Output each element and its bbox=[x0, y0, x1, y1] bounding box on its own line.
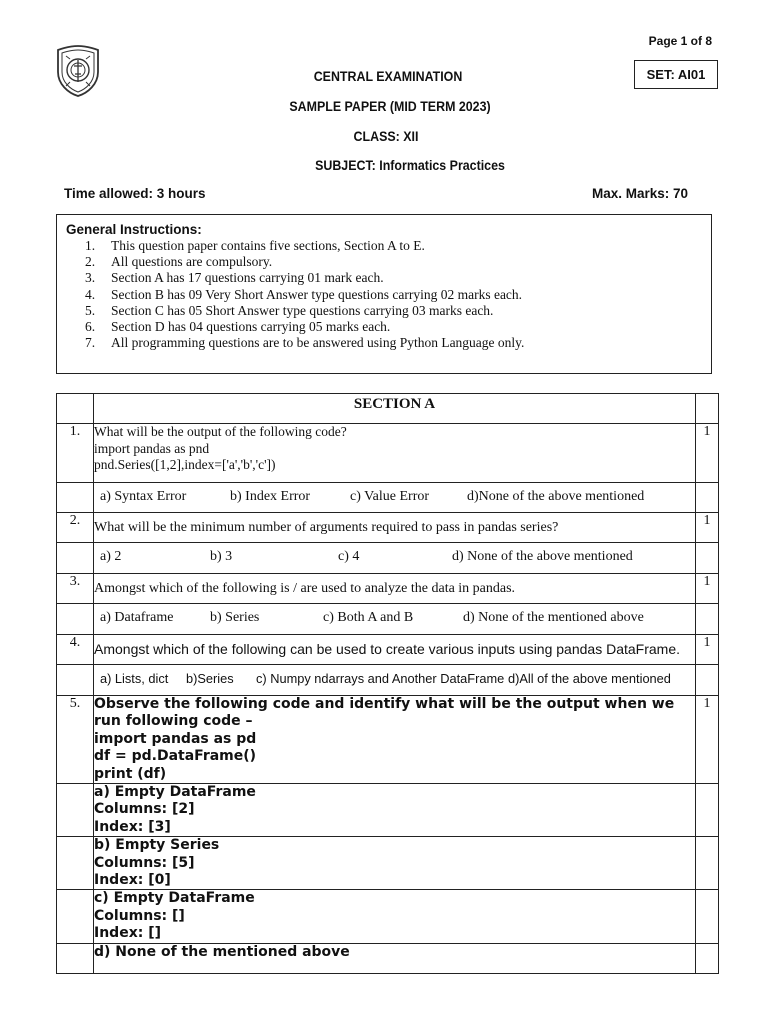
instruction-item: 2. All questions are compulsory. bbox=[85, 254, 273, 270]
options bbox=[94, 543, 695, 565]
subject-label: SUBJECT: Informatics Practices bbox=[315, 158, 505, 173]
options-row-4 bbox=[57, 665, 719, 696]
question-mark: 1 bbox=[696, 696, 719, 784]
instruction-item: 3. Section A has 17 questions carrying 01 mark each. bbox=[85, 270, 384, 286]
instruction-item: 1. This question paper contains five sections, Section A to E. bbox=[85, 238, 425, 253]
instructions-list bbox=[85, 238, 524, 351]
section-title: SECTION A bbox=[94, 394, 696, 424]
option-b: b) 3 bbox=[210, 549, 233, 564]
question-mark: 1 bbox=[696, 513, 719, 543]
option-b: b)Series bbox=[186, 671, 234, 686]
option-c: c) Numpy ndarrays and Another DataFrame bbox=[256, 671, 505, 686]
instruction-item: 7. All programming questions are to be answered using Python Language only. bbox=[85, 335, 525, 351]
question-text: Amongst which of the following can be used to create various inputs using pandas DataFrame. bbox=[94, 635, 696, 665]
option-d: d)All of the above mentioned bbox=[508, 671, 671, 686]
option-a: a) 2 bbox=[100, 549, 122, 564]
question-row-2 bbox=[57, 513, 719, 543]
option-d: d) None of the mentioned above bbox=[463, 610, 644, 625]
question-text: What will be the output of the following code? import pandas as pnd pnd.Series([1,2],index=['a','b','c']) bbox=[94, 424, 696, 483]
option-b: b) Index Error bbox=[230, 489, 311, 504]
paper-title: SAMPLE PAPER (MID TERM 2023) bbox=[289, 99, 491, 114]
question-mark: 1 bbox=[696, 424, 719, 483]
question-text: Observe the following code and identify what will be the output when we run following code – import pandas as pd df = pd.DataFrame() print (df) bbox=[94, 696, 696, 784]
question-text: Amongst which of the following is / are used to analyze the data in pandas. bbox=[94, 574, 696, 604]
instructions-heading: General Instructions: bbox=[66, 222, 202, 237]
answer-option-d: d) None of the mentioned above bbox=[94, 943, 696, 973]
time-allowed: Time allowed: 3 hours bbox=[64, 186, 206, 201]
option-c: c) Value Error bbox=[350, 489, 430, 504]
option-a: a) Syntax Error bbox=[100, 489, 187, 504]
options bbox=[94, 483, 695, 505]
option-a: a) Dataframe bbox=[100, 610, 174, 625]
question-number: 3. bbox=[57, 574, 94, 604]
question-number: 1. bbox=[57, 424, 94, 483]
instruction-item: 6. Section D has 04 questions carrying 05 marks each. bbox=[85, 319, 391, 335]
page-number: Page 1 of 8 bbox=[648, 34, 712, 48]
options-row-2 bbox=[57, 543, 719, 574]
options-row-3 bbox=[57, 604, 719, 635]
option-c: c) 4 bbox=[338, 549, 360, 564]
question-number: 5. bbox=[57, 696, 94, 784]
answer-option-b: b) Empty Series Columns: [5] Index: [0] bbox=[94, 837, 696, 890]
question-row-5 bbox=[57, 696, 719, 784]
option-d: d)None of the above mentioned bbox=[467, 489, 645, 504]
option-d: d) None of the above mentioned bbox=[452, 549, 633, 564]
question-row-4 bbox=[57, 635, 719, 665]
options bbox=[94, 604, 695, 626]
section-a-table bbox=[56, 393, 719, 974]
options bbox=[94, 665, 695, 687]
general-instructions-box bbox=[56, 214, 712, 374]
max-marks: Max. Marks: 70 bbox=[592, 186, 689, 201]
question-number: 4. bbox=[57, 635, 94, 665]
answer-option-a: a) Empty DataFrame Columns: [2] Index: [3] bbox=[94, 784, 696, 837]
option-a: a) Lists, dict bbox=[100, 671, 169, 686]
instruction-item: 5. Section C has 05 Short Answer type questions carrying 03 marks each. bbox=[85, 302, 494, 318]
answer-row-b bbox=[57, 837, 719, 890]
answer-option-c: c) Empty DataFrame Columns: [] Index: [] bbox=[94, 890, 696, 943]
question-mark: 1 bbox=[696, 635, 719, 665]
question-mark: 1 bbox=[696, 574, 719, 604]
question-row-1 bbox=[57, 424, 719, 483]
set-code: SET: AI01 bbox=[634, 60, 718, 89]
section-header-row bbox=[57, 394, 719, 424]
instruction-item: 4. Section B has 09 Very Short Answer type questions carrying 02 marks each. bbox=[85, 286, 523, 302]
question-row-3 bbox=[57, 574, 719, 604]
option-c: c) Both A and B bbox=[323, 610, 414, 625]
class-label: CLASS: XII bbox=[353, 129, 419, 144]
options-row-1 bbox=[57, 483, 719, 513]
exam-title: CENTRAL EXAMINATION bbox=[313, 69, 463, 84]
answer-row-a bbox=[57, 784, 719, 837]
option-b: b) Series bbox=[210, 610, 260, 625]
question-number: 2. bbox=[57, 513, 94, 543]
answer-row-c bbox=[57, 890, 719, 943]
answer-row-d bbox=[57, 943, 719, 973]
question-text: What will be the minimum number of arguments required to pass in pandas series? bbox=[94, 513, 696, 543]
